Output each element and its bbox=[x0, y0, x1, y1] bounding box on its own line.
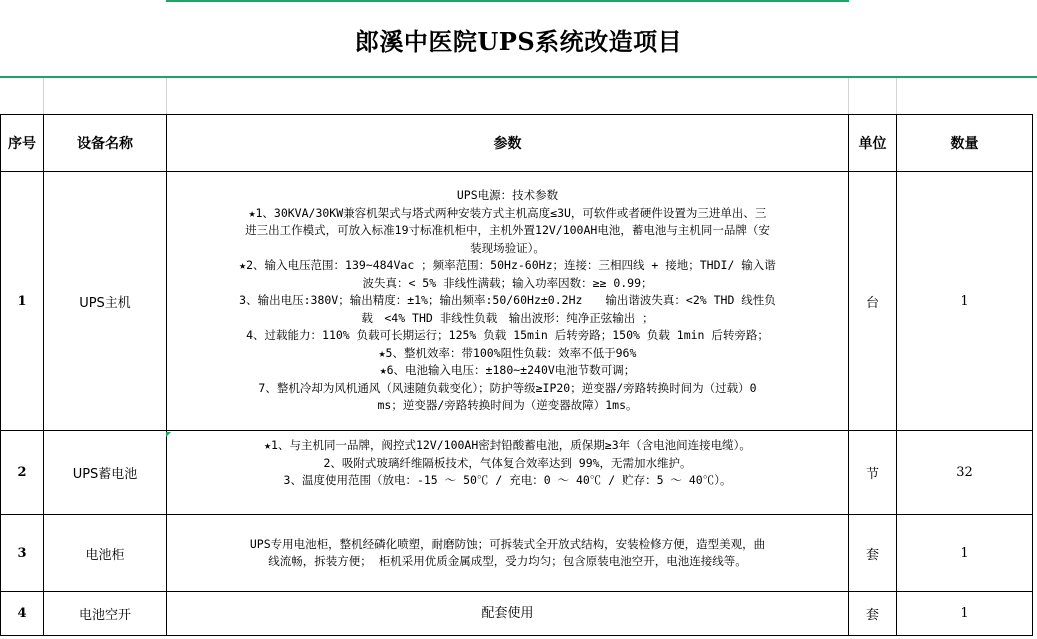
row-name[interactable]: UPS主机 bbox=[44, 172, 167, 431]
row-qty[interactable]: 1 bbox=[897, 172, 1033, 431]
param-line: 进三出工作模式，可放入标准19寸标准机柜中，主机外置12V/100AH电池，蓄电池与主机同一品牌（安 bbox=[245, 223, 770, 238]
param-line: UPS电源：技术参数 bbox=[456, 188, 559, 203]
gridline bbox=[896, 78, 897, 114]
gridline bbox=[166, 78, 167, 114]
param-line: 波失真：< 5% 非线性满载；输入功率因数：≥≥ 0.99； bbox=[362, 275, 653, 290]
row-name[interactable]: 电池柜 bbox=[44, 515, 167, 592]
header-unit[interactable]: 单位 bbox=[849, 115, 897, 172]
cell-comment-marker bbox=[166, 432, 171, 437]
empty-row[interactable] bbox=[0, 78, 1037, 114]
row-unit[interactable]: 台 bbox=[849, 172, 897, 431]
param-line: 配套使用 bbox=[481, 605, 534, 621]
param-line: ★1、与主机同一品牌，阀控式12V/100AH密封铅酸蓄电池，质保期≥3年（含电池间连接电缆）。 bbox=[264, 438, 751, 452]
param-line: 3、温度使用范围（放电：-15 ～ 50℃ / 充电：0 ～ 40℃ / 贮存：5 ～ 40℃）。 bbox=[283, 473, 732, 487]
param-line: 线流畅，拆装方便； 柜机采用优质金属成型，受力均匀；包含原装电池空开，电池连接线等。 bbox=[268, 554, 747, 568]
header-params[interactable]: 参数 bbox=[167, 115, 849, 172]
param-line: 3、输出电压:380V；输出精度：±1%；输出频率:50/60Hz±0.2Hz 输出谐波失真：<2% THD 线性负 bbox=[239, 293, 776, 308]
row-unit[interactable]: 套 bbox=[849, 592, 897, 636]
param-line: 载 <4% THD 非线性负载 输出波形：纯净正弦输出 ； bbox=[361, 310, 654, 325]
active-cell-indicator bbox=[166, 0, 849, 2]
row-params[interactable] bbox=[167, 592, 849, 636]
param-line: ms；逆变器/旁路转换时间为（逆变器故障）1ms。 bbox=[377, 398, 638, 413]
param-line: 2、吸附式玻璃纤维隔板技术，气体复合效率达到 99%，无需加水维护。 bbox=[323, 455, 692, 470]
title-cell[interactable] bbox=[0, 3, 1037, 78]
row-params[interactable] bbox=[167, 515, 849, 592]
param-line: ★6、电池输入电压：±180~±240V电池节数可调； bbox=[379, 363, 636, 378]
param-line: UPS专用电池柜，整机经磷化喷塑，耐磨防蚀；可拆装式全开放式结构，安装检修方便，造型美观，曲 bbox=[249, 536, 766, 551]
row-name[interactable]: 电池空开 bbox=[44, 592, 167, 636]
table-row bbox=[1, 431, 1033, 515]
header-qty[interactable]: 数量 bbox=[897, 115, 1033, 172]
header-index[interactable]: 序号 bbox=[1, 115, 44, 172]
table-row bbox=[1, 515, 1033, 592]
row-unit[interactable]: 套 bbox=[849, 515, 897, 592]
row-name[interactable]: UPS蓄电池 bbox=[44, 431, 167, 515]
row-index[interactable]: 3 bbox=[1, 515, 44, 592]
table-row bbox=[1, 172, 1033, 431]
row-params[interactable] bbox=[167, 172, 849, 431]
param-line: 装现场验证）。 bbox=[470, 240, 545, 255]
page-title: 郎溪中医院UPS系统改造项目 bbox=[354, 27, 683, 56]
table-header-row bbox=[1, 115, 1033, 172]
gridline bbox=[43, 78, 44, 114]
row-qty[interactable]: 32 bbox=[897, 431, 1033, 515]
param-line: ★5、整机效率：带100%阻性负载：效率不低于96% bbox=[378, 345, 637, 360]
param-line: 4、过载能力：110% 负载可长期运行；125% 负载 15min 后转旁路；150% 负载 1min 后转旁路； bbox=[246, 328, 769, 343]
row-index[interactable]: 4 bbox=[1, 592, 44, 636]
row-qty[interactable]: 1 bbox=[897, 515, 1033, 592]
header-name[interactable]: 设备名称 bbox=[44, 115, 167, 172]
equipment-table bbox=[0, 114, 1033, 636]
row-index[interactable]: 2 bbox=[1, 431, 44, 515]
param-line: ★2、输入电压范围：139~484Vac ；频率范围：50Hz-60Hz；连接：三相四线 + 接地；THDI/ 输入谐 bbox=[239, 258, 776, 273]
row-unit[interactable]: 节 bbox=[849, 431, 897, 515]
param-line: 7、整机冷却为风机通风（风速随负载变化）；防护等级≥IP20；逆变器/旁路转换时间为（过载）0 bbox=[258, 380, 757, 395]
row-qty[interactable]: 1 bbox=[897, 592, 1033, 636]
row-index[interactable]: 1 bbox=[1, 172, 44, 431]
table-row bbox=[1, 592, 1033, 636]
gridline bbox=[848, 78, 849, 114]
param-line: ★1、30KVA/30KW兼容机架式与塔式两种安装方式主机高度≤3U，可软件或者硬件设置为三进单出、三 bbox=[248, 205, 767, 220]
row-params[interactable] bbox=[167, 431, 849, 515]
